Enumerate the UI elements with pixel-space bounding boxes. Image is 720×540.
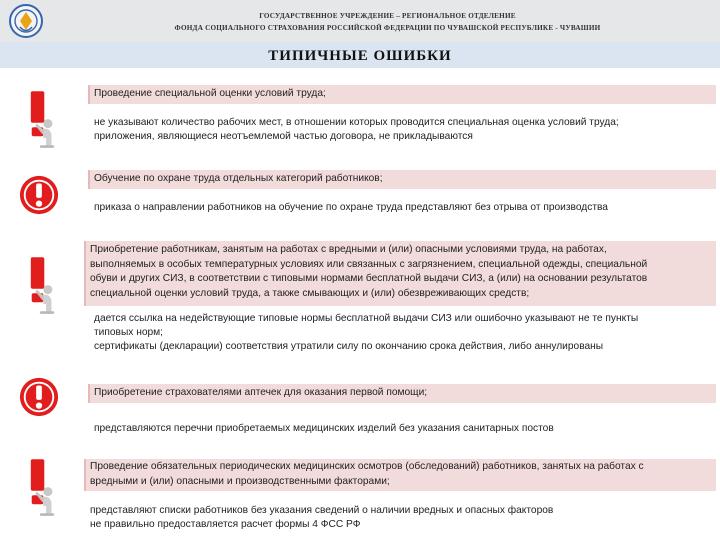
error-heading-5: Проведение обязательных периодических медицинских осмотров (обследований) работников, занятых на работах с вредными и (или) опасными и производственными факторами; [84,459,716,491]
error-description-4: представляются перечни приобретаемых медицинских изделий без указания санитарных постов [94,423,554,434]
error-heading-2: Обучение по охране труда отдельных категорий работников; [88,170,716,189]
error-description-3: дается ссылка на недействующие типовые нормы бесплатной выдачи СИЗ или ошибочно указывают не те пункты типовых норм; сертификаты (декларации) соответствия утратили силу по окончанию срока действия, либо аннулированы [94,313,639,352]
exclamation-circle-icon [18,174,60,216]
exclamation-circle-icon [18,376,60,418]
error-heading-1: Проведение специальной оценки условий труда; [88,85,716,104]
person-exclamation-icon [20,246,56,326]
error-heading-3: Приобретение работникам, занятым на работах с вредными и (или) опасными условиями труда, на работах, выполняемых в особых температурных условиях или связанных с загрязнением, специальной одежды, специальной обуви и других СИЗ, в соответствии с типовыми нормами бесплатной выдачи СИЗ, а (или) на основании результатов специальной оценки условий труда, а также смывающих и (или) обезвреживающих средств; [84,241,716,306]
error-description-5: представляют списки работников без указания сведений о наличии вредных и опасных факторов не правильно предоставляется расчет формы 4 ФСС РФ [90,505,554,530]
page-title: ТИПИЧНЫЕ ОШИБКИ [268,48,452,64]
org-name-line2: ФОНДА СОЦИАЛЬНОГО СТРАХОВАНИЯ РОССИЙСКОЙ ФЕДЕРАЦИИ ПО ЧУВАШСКОЙ РЕСПУБЛИКЕ - ЧУВАШИИ [174,24,601,32]
error-heading-4: Приобретение страхователями аптечек для оказания первой помощи; [88,384,716,403]
header-bar [0,0,720,42]
person-exclamation-icon [20,80,56,160]
person-exclamation-icon [20,448,56,528]
error-description-2: приказа о направлении работников на обучение по охране труда представляют без отрыва от производства [94,202,608,213]
page-title-bar [0,42,720,68]
org-name-line1: ГОСУДАРСТВЕННОЕ УЧРЕЖДЕНИЕ – РЕГИОНАЛЬНОЕ ОТДЕЛЕНИЕ [259,12,516,20]
error-description-1: не указывают количество рабочих мест, в отношении которых проводится специальная оценка условий труда; приложения, являющиеся неотъемлемой частью договора, не прикладываются [94,117,619,142]
fss-emblem-icon [6,3,46,39]
